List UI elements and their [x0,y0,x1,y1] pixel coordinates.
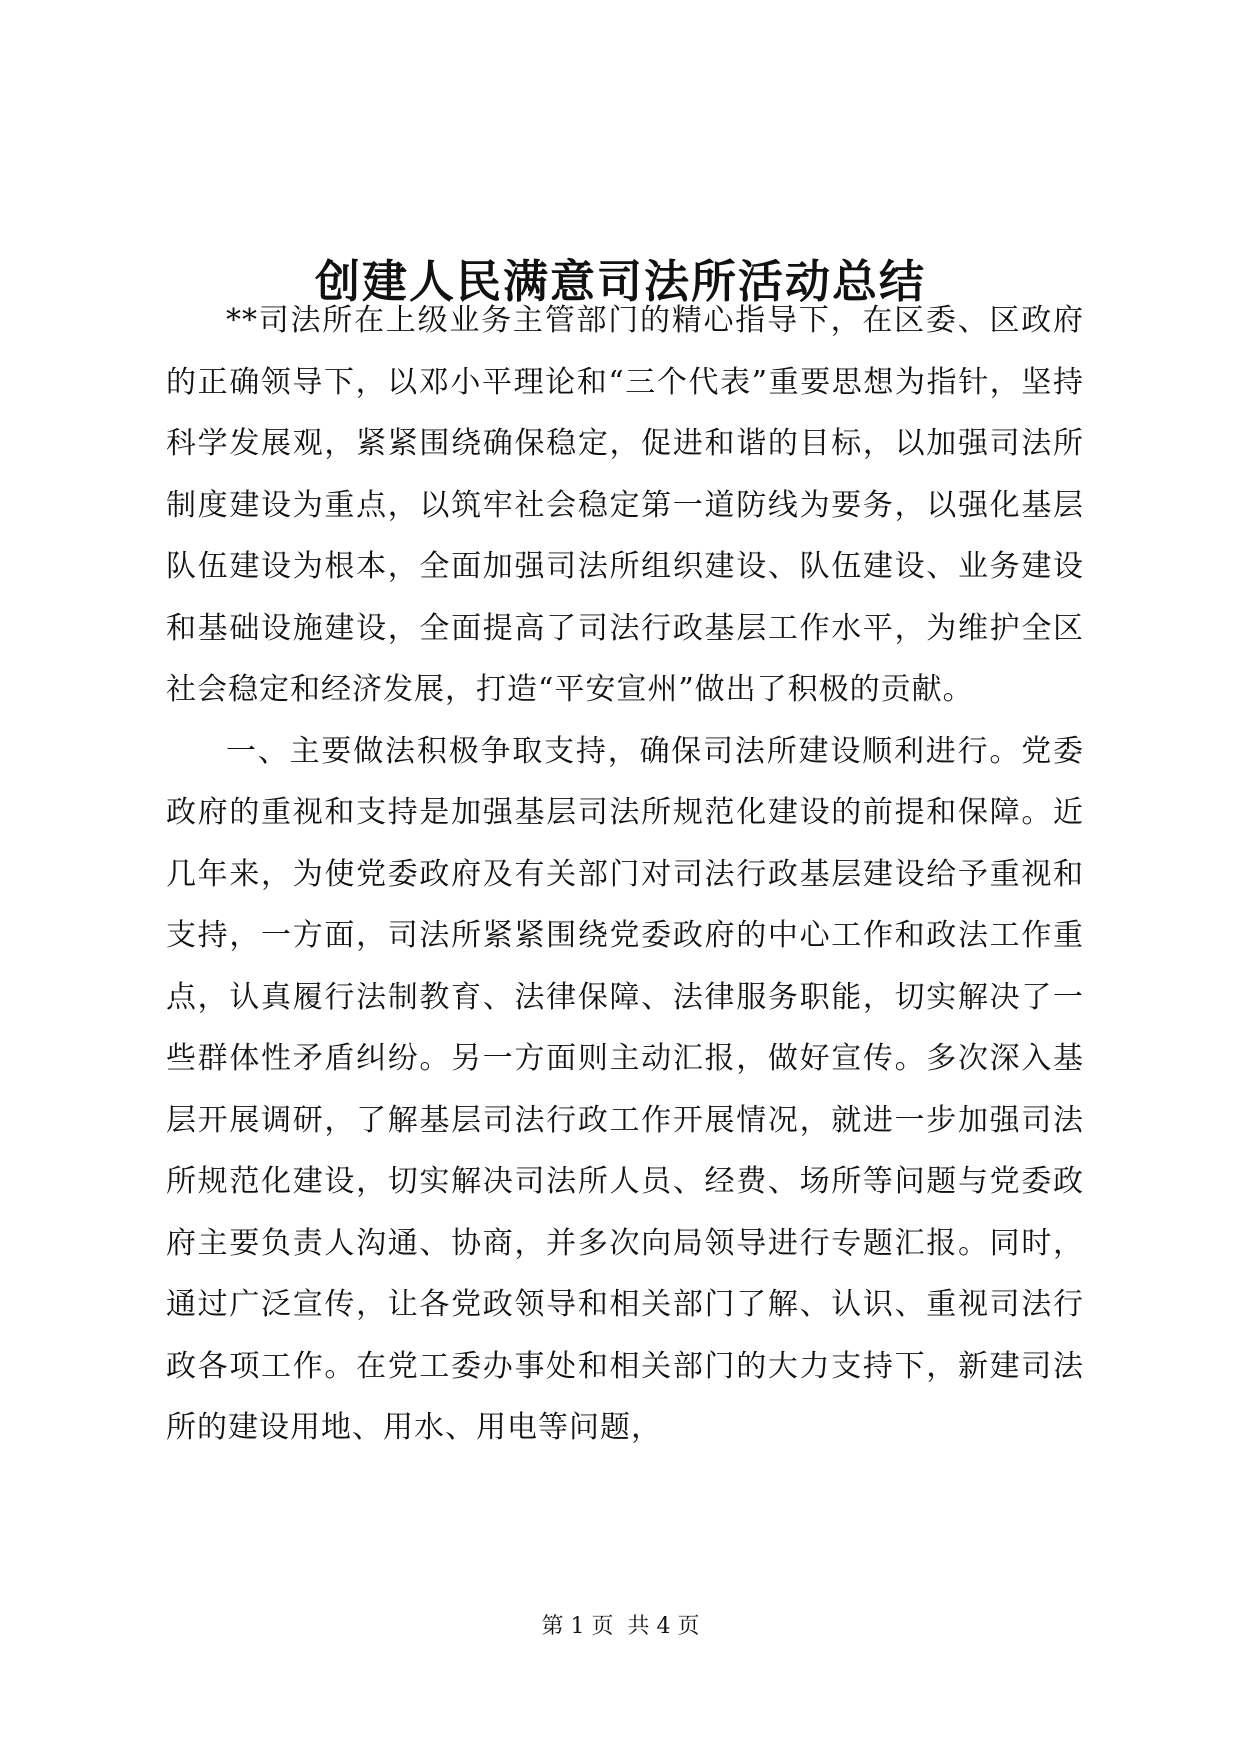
page-footer [0,1612,1241,1642]
page-number-label: 第 1 页 共 4 页 [541,1614,700,1639]
document-body [166,290,1084,1459]
paragraph-intro: **司法所在上级业务主管部门的精心指导下，在区委、区政府的正确领导下，以邓小平理论和“三个代表”重要思想为指针，坚持科学发展观，紧紧围绕确保稳定，促进和谐的目标，以加强司法所制度建设为重点，以筑牢社会稳定第一道防线为要务，以强化基层队伍建设为根本，全面加强司法所组织建设、队伍建设、业务建设和基础设施建设，全面提高了司法行政基层工作水平，为维护全区社会稳定和经济发展，打造“平安宣州”做出了积极的贡献。 [166,303,1084,707]
paragraph-section-one: 一、主要做法积极争取支持，确保司法所建设顺利进行。党委政府的重视和支持是加强基层司法所规范化建设的前提和保障。近几年来，为使党委政府及有关部门对司法行政基层建设给予重视和支持，一方面，司法所紧紧围绕党委政府的中心工作和政法工作重点，认真履行法制教育、法律保障、法律服务职能，切实解决了一些群体性矛盾纠纷。另一方面则主动汇报，做好宣传。多次深入基层开展调研，了解基层司法行政工作开展情况，就进一步加强司法所规范化建设，切实解决司法所人员、经费、场所等问题与党委政府主要负责人沟通、协商，并多次向局领导进行专题汇报。同时，通过广泛宣传，让各党政领导和相关部门了解、认识、重视司法行政各项工作。在党工委办事处和相关部门的大力支持下，新建司法所的建设用地、用水、用电等问题， [166,733,1084,1445]
document-title: 创建人民满意司法所活动总结 [314,255,926,309]
